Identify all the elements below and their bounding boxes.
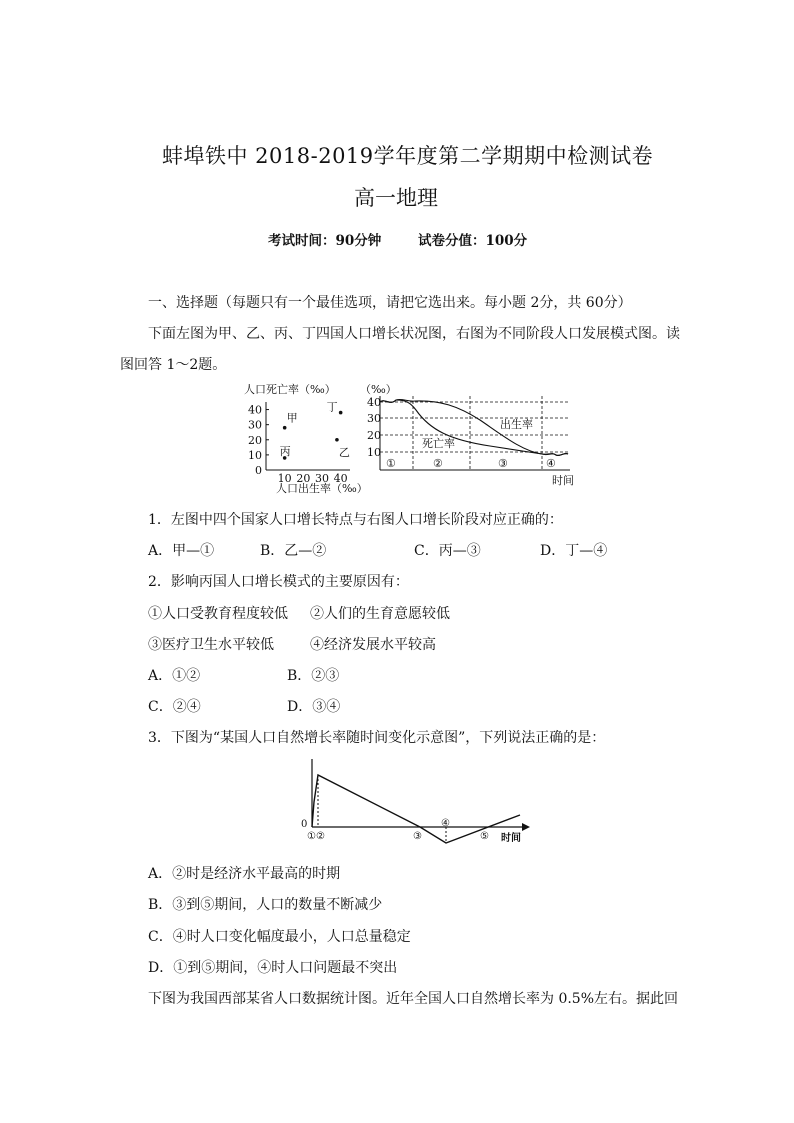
figure-population-growth bbox=[230, 378, 580, 498]
scatter-chart bbox=[244, 382, 368, 495]
marker-5: ⑤ bbox=[480, 831, 489, 842]
q2-factor-1: ①人口受教育程度较低 bbox=[148, 606, 288, 622]
scatter-y-tick: 10 bbox=[248, 448, 262, 462]
x-axis-arrow-icon bbox=[522, 823, 530, 831]
stage-4: ④ bbox=[546, 457, 556, 470]
marker-1: ① bbox=[307, 831, 316, 842]
scatter-point bbox=[339, 411, 343, 415]
exam-title: 蚌埠铁中 2018-2019学年度第二学期期中检测试卷 bbox=[162, 144, 654, 168]
stage-1: ① bbox=[386, 457, 396, 470]
scatter-point-label: 乙 bbox=[338, 445, 350, 459]
q1-option-c: C．丙—③ bbox=[414, 543, 481, 559]
model-time-label: 时间 bbox=[552, 474, 574, 487]
scatter-x-tick: 40 bbox=[333, 472, 348, 485]
section-heading: 一、选择题（每题只有一个最佳选项，请把它选出来。每小题 2分，共 60分） bbox=[148, 295, 632, 311]
intro-line-1: 下面左图为甲、乙、丙、丁四国人口增长状况图，右图为不同阶段人口发展模式图。读 bbox=[148, 326, 680, 342]
scatter-point-label: 甲 bbox=[286, 411, 298, 425]
q2-option-b: B．②③ bbox=[287, 668, 340, 684]
transition-model-chart bbox=[360, 383, 574, 487]
stage-2: ② bbox=[433, 457, 443, 470]
scatter-y-tick: 40 bbox=[248, 403, 262, 417]
model-tick-40: 40 bbox=[367, 396, 381, 409]
q1-stem: 1．左图中四个国家人口增长特点与右图人口增长阶段对应正确的： bbox=[148, 512, 563, 528]
q2-stem: 2．影响丙国人口增长模式的主要原因有： bbox=[148, 574, 409, 590]
scatter-x-tick: 30 bbox=[315, 472, 329, 485]
scatter-point bbox=[283, 426, 287, 430]
scatter-y-tick: 20 bbox=[248, 433, 262, 447]
model-tick-30: 30 bbox=[367, 412, 381, 425]
q1-option-b: B．乙—② bbox=[260, 543, 327, 559]
death-rate-line bbox=[380, 400, 568, 455]
scatter-x-tick: 10 bbox=[277, 472, 292, 485]
q3-option-c: C．④时人口变化幅度最小，人口总量稳定 bbox=[148, 929, 411, 945]
model-tick-10: 10 bbox=[367, 446, 381, 459]
figure-natural-growth bbox=[290, 755, 530, 850]
q1-option-a: A．甲—① bbox=[148, 543, 215, 559]
intro-line-2: 图回答 1～2题。 bbox=[120, 357, 227, 373]
zero-label: 0 bbox=[301, 819, 308, 830]
scatter-y-tick: 30 bbox=[248, 418, 262, 432]
q2-option-d: D．③④ bbox=[287, 699, 341, 715]
exam-score: 试卷分值：100分 bbox=[418, 233, 528, 249]
q2-factor-4: ④经济发展水平较高 bbox=[310, 637, 436, 653]
scatter-y-label: 人口死亡率（‰） bbox=[244, 383, 336, 396]
q2-option-c: C．②④ bbox=[148, 699, 201, 715]
q3-option-b: B．③到⑤期间，人口的数量不断减少 bbox=[148, 897, 383, 913]
growth-time-label: 时间 bbox=[501, 833, 521, 844]
marker-4: ④ bbox=[441, 818, 450, 829]
marker-2: ② bbox=[316, 831, 325, 842]
q1-option-d: D．丁—④ bbox=[540, 543, 608, 559]
q2-factor-3: ③医疗卫生水平较低 bbox=[148, 637, 274, 653]
marker-3: ③ bbox=[413, 831, 422, 842]
stage-3: ③ bbox=[498, 457, 508, 470]
birth-rate-label: 出生率 bbox=[500, 418, 533, 431]
scatter-point bbox=[335, 438, 339, 442]
scatter-x-label: 人口出生率（‰） bbox=[276, 482, 368, 495]
q2-option-a: A．①② bbox=[148, 668, 201, 684]
birth-rate-line bbox=[380, 399, 568, 455]
model-tick-20: 20 bbox=[367, 429, 381, 442]
death-rate-label: 死亡率 bbox=[422, 437, 455, 450]
q3-option-d: D．①到⑤期间，④时人口问题最不突出 bbox=[148, 960, 398, 976]
q3-stem: 3．下图为“某国人口自然增长率随时间变化示意图”，下列说法正确的是： bbox=[148, 730, 606, 746]
q2-factor-2: ②人们的生育意愿较低 bbox=[310, 606, 450, 622]
q3-option-a: A．②时是经济水平最高的时期 bbox=[148, 866, 341, 882]
model-y-label: （‰） bbox=[360, 383, 397, 396]
scatter-point-label: 丙 bbox=[279, 444, 291, 458]
subject-title: 高一地理 bbox=[354, 186, 438, 210]
exam-time: 考试时间：90分钟 bbox=[268, 233, 382, 249]
scatter-point-label: 丁 bbox=[326, 400, 338, 414]
scatter-y-tick: 0 bbox=[255, 464, 262, 477]
scatter-x-tick: 20 bbox=[296, 472, 311, 485]
next-intro: 下图为我国西部某省人口数据统计图。近年全国人口自然增长率为 0.5%左右。据此回 bbox=[148, 991, 679, 1007]
